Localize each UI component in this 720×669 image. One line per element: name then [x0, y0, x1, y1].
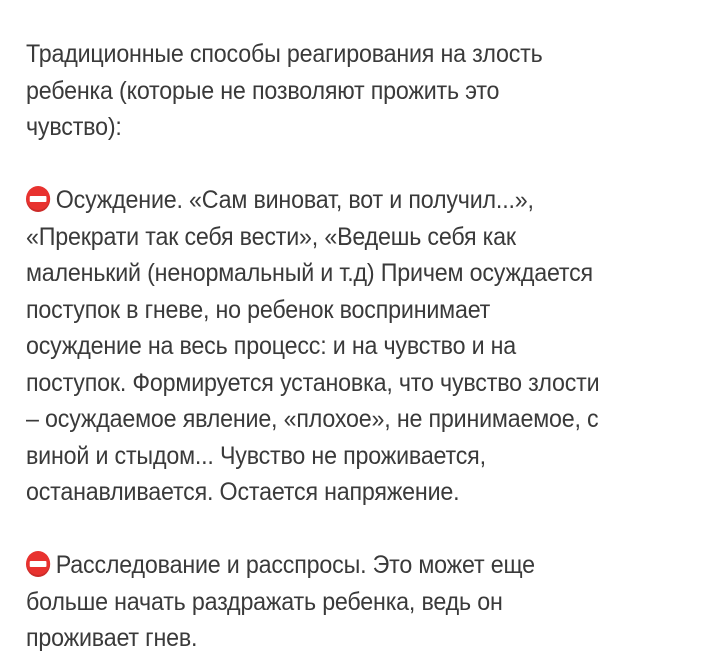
paragraph-line: виной и стыдом... Чувство не проживается,: [26, 441, 486, 470]
paragraph-line: маленький (ненормальный и т.д) Причем осуждается: [26, 259, 593, 287]
paragraph-line: поступок в гневе, но ребенок воспринимает: [26, 295, 491, 324]
no-entry-icon: [26, 186, 50, 212]
paragraph-line: проживает гнев.: [26, 624, 198, 652]
intro-line: ребенка (которые не позволяют прожить это: [26, 76, 500, 105]
investigation-paragraph: [26, 547, 658, 657]
paragraph-line-text: Расследование и расспросы. Это может еще: [55, 551, 535, 579]
paragraph-line: [26, 182, 658, 219]
paragraph-line-text: Осуждение. «Сам виноват, вот и получил...»,: [55, 186, 534, 214]
condemnation-paragraph: [26, 182, 658, 511]
intro-line: Традиционные способы реагирования на злость: [26, 40, 543, 68]
paragraph-line: больше начать раздражать ребенка, ведь он: [26, 587, 503, 616]
intro-paragraph: [26, 36, 658, 146]
no-entry-icon: [26, 551, 50, 577]
paragraph-line: поступок. Формируется установка, что чувство злости: [26, 368, 600, 397]
intro-line: чувство):: [26, 113, 122, 141]
paragraph-line: – осуждаемое явление, «плохое», не принимаемое, с: [26, 405, 599, 433]
document-text: [26, 36, 658, 657]
paragraph-line: «Прекрати так себя вести», «Ведешь себя как: [26, 222, 516, 251]
paragraph-line: осуждение на весь процесс: и на чувство и на: [26, 332, 517, 360]
paragraph-line: останавливается. Остается напряжение.: [26, 478, 460, 506]
paragraph-line: [26, 547, 658, 584]
paragraph-gap: [26, 146, 658, 183]
paragraph-gap: [26, 511, 658, 548]
